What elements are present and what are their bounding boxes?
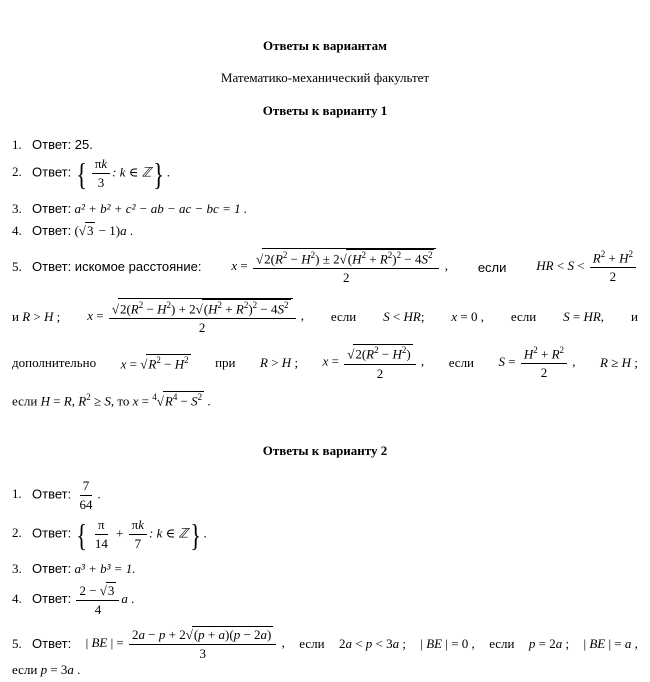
v1-answer-4: 4. Ответ: (√3 − 1)a .: [12, 223, 134, 238]
v2-answer-5-line1: 5. Ответ: | BE | = $\frac{2a - p + 2√(p + a)(p - 2a)}{3}$ , если 2a < p < 3a ; | BE | = 0 , если p = 2a ; | BE | = a ,: [12, 627, 638, 661]
v1-answer-1: 1. Ответ: 25.: [12, 137, 93, 152]
v2-answer-3: 3. Ответ: a³ + b³ = 1.: [12, 561, 136, 576]
v1-answer-2: 2. Ответ: { $\frac{\pi k}{3}$ : k ∈ ℤ} .: [12, 155, 170, 192]
v1-answer-5-line2: и R > H ; x = $\frac{√2(R^2 - H^2) + 2√(H^2 + R^2)^2 - 4S^2}{2}$ , если S < HR; x = 0 , если S = HR, и: [12, 299, 638, 336]
v1-answer-5-line4: если H = R, $R^2 \ge S$, то $x = ^4√R^4 - S^2$ .: [12, 392, 211, 409]
faculty-name: Математико-механический факультет: [220, 70, 430, 85]
v2-answer-5-line2: если p = 3a .: [12, 662, 81, 677]
v1-answer-5-line3: дополнительно $x = √R^2 - H^2$ при R > H ; x = $\frac{√2(R^2 - H^2)}{2}$ , если S = $\frac{H^2 + R^2}{2}$ , R ≥ H ;: [12, 344, 638, 381]
variant-2-heading: Ответы к варианту 2: [262, 443, 388, 458]
v1-answer-5-line1: 5. Ответ: искомое расстояние: x = $\frac{√2(R^2 - H^2) \pm 2√(H^2 + R^2)^2 - 4S^2}{2}$ , если HR < S < $\frac{R^2 + H^2}{2}$: [12, 244, 638, 290]
v2-answer-1: 1. Ответ: $\frac{7}{64}$ .: [12, 478, 101, 512]
document-title: Ответы к вариантам: [263, 38, 387, 53]
v1-answer-3: 3. Ответ: a² + b² + c² − ab − ac − bc = 1 .: [12, 201, 248, 216]
v2-answer-4: 4. Ответ: $\frac{2 - √3}{4}$ a .: [12, 583, 135, 617]
variant-1-heading: Ответы к варианту 1: [262, 103, 388, 118]
v2-answer-2: 2. Ответ: { $\frac{\pi}{14}$ + $\frac{\pi k}{7}$ : k ∈ ℤ} .: [12, 516, 207, 553]
